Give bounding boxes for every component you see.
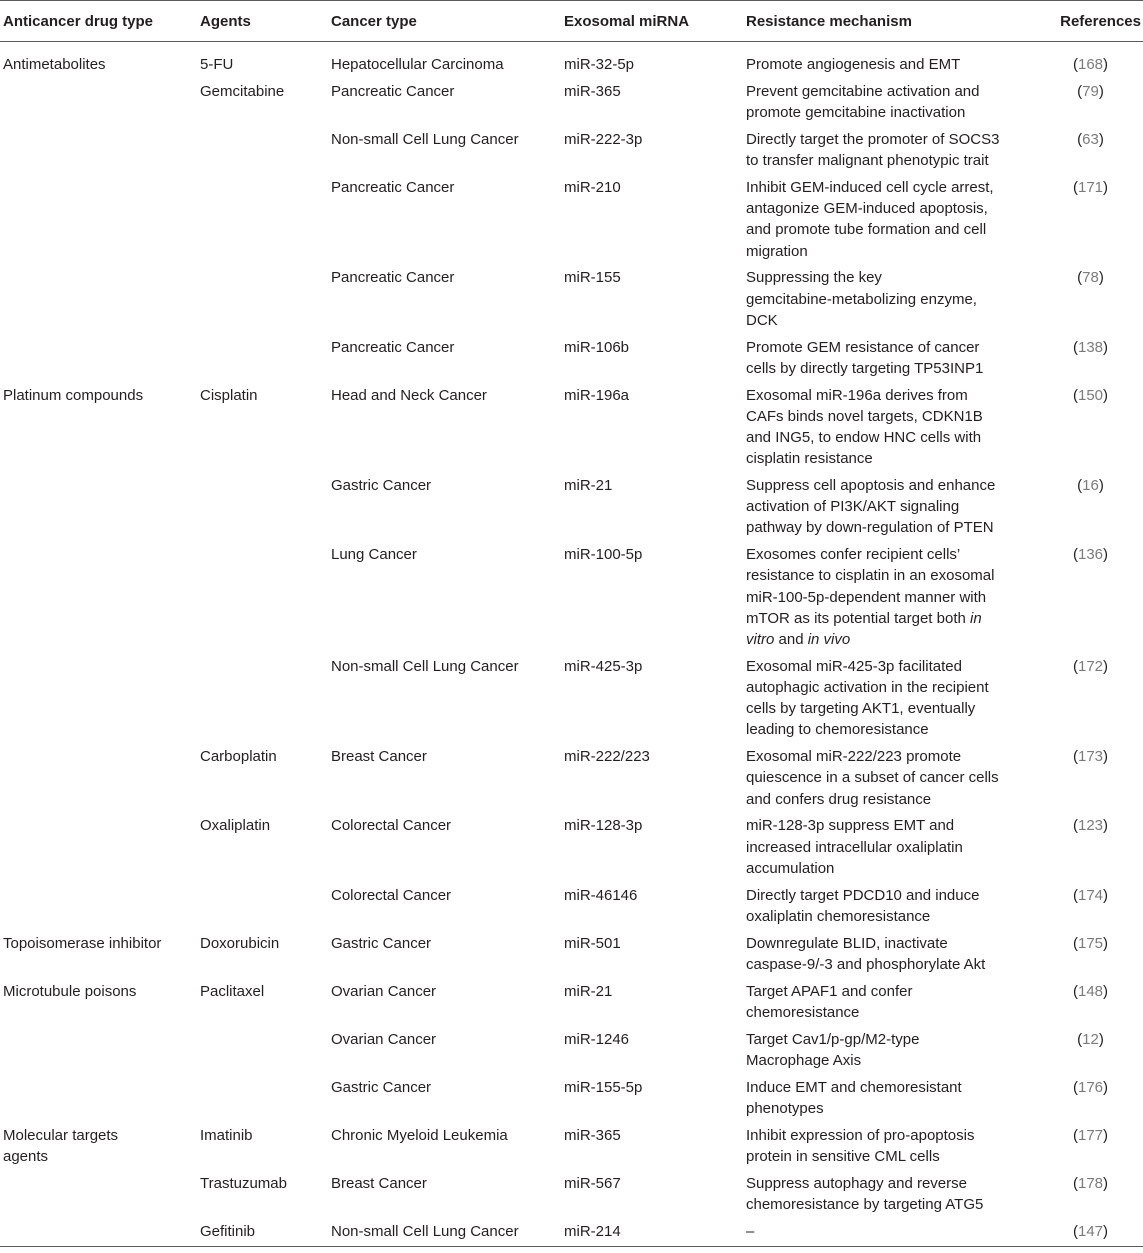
header-cancer-type: Cancer type <box>331 1 564 42</box>
mirna-cell: miR-425-3p <box>564 657 643 675</box>
reference-open-paren: ( <box>1072 657 1078 675</box>
mechanism-line: migration <box>746 242 808 260</box>
reference-link[interactable]: 173 <box>1077 748 1104 766</box>
table-row <box>0 81 1143 129</box>
drug-type-cell <box>0 385 200 475</box>
table-row <box>0 656 1143 746</box>
mirna-cell: miR-155 <box>564 269 621 287</box>
reference-cell <box>1038 885 1143 933</box>
reference-open-paren: ( <box>1072 1222 1078 1240</box>
agent-cell <box>200 177 331 267</box>
cancer-type-cell: Non-small Cell Lung Cancer <box>331 1221 564 1247</box>
mirna-cell: miR-1246 <box>564 1030 630 1048</box>
drug-type-line: Microtubule poisons <box>3 982 137 1000</box>
reference-open-paren: ( <box>1072 179 1078 196</box>
mechanism-line: increased intracellular oxaliplatin <box>746 838 963 856</box>
mechanism-line: Suppress autophagy and reverse <box>746 1174 967 1192</box>
reference-close-paren: ) <box>1103 1078 1109 1096</box>
header-resistance-mechanism: Resistance mechanism <box>746 1 1038 42</box>
header-references: References <box>1038 1 1143 42</box>
reference-cell <box>1038 475 1143 544</box>
drug-type-cell <box>0 337 200 385</box>
reference-close-paren: ) <box>1103 179 1109 196</box>
reference-open-paren: ( <box>1072 934 1078 952</box>
reference-open-paren: ( <box>1072 1078 1078 1096</box>
table-row <box>0 746 1143 815</box>
table-row <box>0 1221 1143 1247</box>
table-row <box>0 544 1143 656</box>
reference-close-paren: ) <box>1103 386 1109 404</box>
reference-link[interactable]: 63 <box>1082 131 1099 148</box>
reference-cell <box>1038 1077 1143 1125</box>
drug-type-cell <box>0 1029 200 1077</box>
mechanism-cell <box>746 933 1038 981</box>
mechanism-line: Inhibit GEM-induced cell cycle arrest, <box>746 179 994 196</box>
reference-link[interactable]: 78 <box>1082 269 1099 287</box>
mechanism-line: Exosomal miR-222/223 promote <box>746 748 962 766</box>
reference-cell <box>1038 337 1143 385</box>
mechanism-line: Promote angiogenesis and EMT <box>746 56 961 74</box>
reference-close-paren: ) <box>1103 817 1109 835</box>
reference-link[interactable]: 147 <box>1077 1222 1104 1240</box>
mechanism-line: quiescence in a subset of cancer cells <box>746 769 999 787</box>
mechanism-line: autophagic activation in the recipient <box>746 679 989 697</box>
mechanism-line: Macrophage Axis <box>746 1051 862 1069</box>
drug-type-line: agents <box>3 1147 49 1165</box>
reference-open-paren: ( <box>1072 982 1078 1000</box>
reference-link[interactable]: 176 <box>1077 1078 1104 1096</box>
mirna-cell: miR-196a <box>564 386 630 404</box>
reference-cell <box>1038 656 1143 746</box>
mirna-cell: miR-214 <box>564 1221 746 1247</box>
mechanism-line: activation of PI3K/AKT signaling <box>746 498 960 516</box>
mirna-cell: miR-222-3p <box>564 131 643 148</box>
reference-link[interactable]: 177 <box>1077 1126 1104 1144</box>
reference-cell <box>1038 1125 1143 1173</box>
drug-type-cell <box>0 42 200 81</box>
mechanism-cell <box>746 385 1038 475</box>
cancer-type-cell: Colorectal Cancer <box>331 817 452 835</box>
mechanism-cell <box>746 1221 1038 1247</box>
table-row <box>0 981 1143 1029</box>
drug-type-cell <box>0 1173 200 1221</box>
cancer-type-cell: Non-small Cell Lung Cancer <box>331 131 519 148</box>
reference-cell <box>1038 129 1143 177</box>
mirna-cell: miR-501 <box>564 934 621 952</box>
reference-link[interactable]: 168 <box>1077 56 1104 74</box>
table-row <box>0 129 1143 177</box>
reference-open-paren: ( <box>1072 748 1078 766</box>
reference-close-paren: ) <box>1098 269 1104 287</box>
mechanism-line: pathway by down-regulation of PTEN <box>746 519 994 537</box>
reference-cell <box>1038 1221 1143 1247</box>
drug-type-line: Platinum compounds <box>3 386 144 404</box>
drug-type-line: Antimetabolites <box>3 56 106 74</box>
mechanism-line: Inhibit expression of pro-apoptosis <box>746 1126 975 1144</box>
table-row <box>0 1173 1143 1221</box>
drug-type-cell <box>0 656 200 746</box>
agent-cell: Doxorubicin <box>200 934 280 952</box>
agent-cell <box>200 885 331 933</box>
mechanism-line: resistance to cisplatin in an exosomal <box>746 567 995 585</box>
reference-cell <box>1038 815 1143 884</box>
agent-cell <box>200 1029 331 1077</box>
mechanism-line: miR-128-3p suppress EMT and <box>746 817 955 835</box>
table-row <box>0 1077 1143 1125</box>
mechanism-line: and ING5, to endow HNC cells with <box>746 429 982 447</box>
mechanism-cell <box>746 337 1038 385</box>
mirna-cell: miR-222/223 <box>564 748 650 766</box>
drug-type-cell <box>0 475 200 544</box>
reference-close-paren: ) <box>1103 657 1109 675</box>
drug-type-cell <box>0 746 200 815</box>
reference-cell <box>1038 544 1143 656</box>
reference-cell <box>1038 746 1143 815</box>
mechanism-cell <box>746 885 1038 933</box>
reference-close-paren: ) <box>1103 748 1109 766</box>
agent-cell: Paclitaxel <box>200 982 265 1000</box>
reference-link[interactable]: 138 <box>1077 338 1104 356</box>
mechanism-cell <box>746 1125 1038 1173</box>
reference-open-paren: ( <box>1077 477 1083 495</box>
reference-close-paren: ) <box>1098 131 1104 148</box>
header-exosomal-mirna: Exosomal miRNA <box>564 1 746 42</box>
reference-cell <box>1038 267 1143 336</box>
agent-cell: 5-FU <box>200 56 234 74</box>
cancer-type-cell: Head and Neck Cancer <box>331 386 487 404</box>
mirna-cell: miR-46146 <box>564 886 638 904</box>
cancer-type-cell: Pancreatic Cancer <box>331 338 455 356</box>
agent-cell: Trastuzumab <box>200 1174 287 1192</box>
mechanism-line: cells by directly targeting TP53INP1 <box>746 359 984 377</box>
drug-type-cell <box>0 933 200 981</box>
reference-cell <box>1038 1173 1143 1221</box>
table-body <box>0 42 1143 1247</box>
reference-link[interactable]: 174 <box>1077 886 1104 904</box>
mechanism-line: accumulation <box>746 859 835 877</box>
mechanism-line: Prevent gemcitabine activation and <box>746 83 980 100</box>
reference-close-paren: ) <box>1103 982 1109 1000</box>
agent-cell <box>200 656 331 746</box>
mechanism-cell <box>746 981 1038 1029</box>
reference-close-paren: ) <box>1103 338 1109 356</box>
mechanism-cell <box>746 815 1038 884</box>
reference-link[interactable]: 16 <box>1082 477 1099 495</box>
cancer-type-cell: Gastric Cancer <box>331 1078 432 1096</box>
reference-open-paren: ( <box>1077 1030 1083 1048</box>
mirna-cell: miR-21 <box>564 982 613 1000</box>
mechanism-line: Directly target the promoter of SOCS3 <box>746 131 1000 148</box>
agent-cell: Gefitinib <box>200 1221 331 1247</box>
mirna-cell: miR-567 <box>564 1174 621 1192</box>
mechanism-line: Target Cav1/p-gp/M2-type <box>746 1030 920 1048</box>
mirna-cell: miR-32-5p <box>564 56 635 74</box>
header-row <box>0 1 1143 42</box>
reference-open-paren: ( <box>1077 269 1083 287</box>
mechanism-cell <box>746 42 1038 81</box>
drug-type-cell <box>0 1221 200 1247</box>
table-row <box>0 267 1143 336</box>
mechanism-line: CAFs binds novel targets, CDKN1B <box>746 407 983 425</box>
table-row <box>0 42 1143 81</box>
reference-cell <box>1038 385 1143 475</box>
cancer-type-cell: Gastric Cancer <box>331 934 432 952</box>
header-drug-type: Anticancer drug type <box>0 1 200 42</box>
mechanism-line: antagonize GEM-induced apoptosis, <box>746 200 988 218</box>
mirna-cell: miR-210 <box>564 179 621 196</box>
agent-cell <box>200 544 331 656</box>
mechanism-line: and confers drug resistance <box>746 790 932 808</box>
mechanism-cell <box>746 81 1038 129</box>
reference-link[interactable]: 12 <box>1082 1030 1099 1048</box>
reference-link[interactable]: 171 <box>1077 179 1104 196</box>
reference-link[interactable]: 150 <box>1077 386 1104 404</box>
cancer-type-cell: Breast Cancer <box>331 748 427 766</box>
mirna-cell: miR-155-5p <box>564 1078 643 1096</box>
mirna-cell: miR-128-3p <box>564 817 643 835</box>
drug-type-cell <box>0 81 200 129</box>
mechanism-line: Induce EMT and chemoresistant <box>746 1078 962 1096</box>
reference-link[interactable]: 172 <box>1077 657 1104 675</box>
reference-link[interactable]: 123 <box>1077 817 1104 835</box>
cancer-type-cell: Ovarian Cancer <box>331 982 437 1000</box>
reference-link[interactable]: 148 <box>1077 982 1104 1000</box>
reference-link[interactable]: 175 <box>1077 934 1104 952</box>
mechanism-line: and promote tube formation and cell <box>746 221 987 239</box>
drug-type-cell <box>0 544 200 656</box>
mechanism-line: Exosomal miR-425-3p facilitated <box>746 657 962 675</box>
agent-cell: Imatinib <box>200 1126 253 1144</box>
mechanism-line: vitro and in vivo <box>746 631 851 649</box>
cancer-type-cell: Lung Cancer <box>331 546 417 564</box>
reference-open-paren: ( <box>1072 1174 1078 1192</box>
mechanism-cell <box>746 1173 1038 1221</box>
mechanism-line: gemcitabine-metabolizing enzyme, <box>746 290 977 308</box>
mechanism-line: Exosomal miR-196a derives from <box>746 386 968 404</box>
mechanism-line: cisplatin resistance <box>746 450 873 468</box>
mechanism-cell <box>746 544 1038 656</box>
reference-open-paren: ( <box>1077 131 1083 148</box>
mirna-cell: miR-106b <box>564 338 630 356</box>
reference-close-paren: ) <box>1103 1126 1109 1144</box>
reference-open-paren: ( <box>1072 886 1078 904</box>
mechanism-line: promote gemcitabine inactivation <box>746 104 966 122</box>
reference-close-paren: ) <box>1098 83 1104 100</box>
agent-cell: Carboplatin <box>200 748 277 766</box>
cancer-type-cell: Colorectal Cancer <box>331 886 452 904</box>
mechanism-line: chemoresistance by targeting ATG5 <box>746 1195 984 1213</box>
cancer-type-cell: Pancreatic Cancer <box>331 179 455 196</box>
reference-open-paren: ( <box>1072 817 1078 835</box>
cancer-type-cell: Gastric Cancer <box>331 477 432 495</box>
drug-type-cell <box>0 1125 200 1173</box>
agent-cell: Gemcitabine <box>200 83 285 100</box>
drug-type-cell <box>0 815 200 884</box>
mechanism-line: chemoresistance <box>746 1003 860 1021</box>
drug-type-cell <box>0 981 200 1029</box>
mirna-cell: miR-100-5p <box>564 546 643 564</box>
mechanism-line: to transfer malignant phenotypic trait <box>746 152 989 170</box>
agent-cell: Oxaliplatin <box>200 817 271 835</box>
reference-close-paren: ) <box>1103 1174 1109 1192</box>
reference-cell <box>1038 981 1143 1029</box>
mechanism-line: caspase-9/-3 and phosphorylate Akt <box>746 955 986 973</box>
reference-link[interactable]: 136 <box>1077 546 1104 564</box>
drug-type-cell <box>0 267 200 336</box>
mechanism-line: DCK <box>746 311 778 329</box>
reference-open-paren: ( <box>1072 546 1078 564</box>
mirna-cell: miR-365 <box>564 83 621 100</box>
reference-open-paren: ( <box>1077 83 1083 100</box>
mechanism-line: cells by targeting AKT1, eventually <box>746 700 976 718</box>
reference-cell <box>1038 1029 1143 1077</box>
cancer-type-cell: Non-small Cell Lung Cancer <box>331 657 519 675</box>
reference-cell <box>1038 42 1143 81</box>
mechanism-line: protein in sensitive CML cells <box>746 1147 940 1165</box>
reference-cell <box>1038 81 1143 129</box>
reference-link[interactable]: 178 <box>1077 1174 1104 1192</box>
table-row <box>0 337 1143 385</box>
mechanism-line: Suppressing the key <box>746 269 882 287</box>
mechanism-cell <box>746 129 1038 177</box>
reference-open-paren: ( <box>1072 386 1078 404</box>
reference-open-paren: ( <box>1072 56 1078 74</box>
reference-link[interactable]: 79 <box>1082 83 1099 100</box>
reference-close-paren: ) <box>1103 546 1109 564</box>
reference-close-paren: ) <box>1103 1222 1109 1240</box>
reference-open-paren: ( <box>1072 338 1078 356</box>
mechanism-line: miR-100-5p-dependent manner with <box>746 588 987 606</box>
table-row <box>0 815 1143 884</box>
mechanism-line: Target APAF1 and confer <box>746 982 913 1000</box>
table-row <box>0 1125 1143 1173</box>
drug-type-line: Topoisomerase inhibitor <box>3 934 162 952</box>
mechanism-line: Exosomes confer recipient cells’ <box>746 546 961 564</box>
mechanism-line: mTOR as its potential target both in <box>746 609 982 627</box>
reference-open-paren: ( <box>1072 1126 1078 1144</box>
agent-cell <box>200 267 331 336</box>
table-row <box>0 385 1143 475</box>
reference-close-paren: ) <box>1098 1030 1104 1048</box>
reference-close-paren: ) <box>1103 886 1109 904</box>
cancer-type-cell: Pancreatic Cancer <box>331 83 455 100</box>
mechanism-cell <box>746 267 1038 336</box>
agent-cell <box>200 337 331 385</box>
mechanism-cell <box>746 1077 1038 1125</box>
mechanism-line: phenotypes <box>746 1099 824 1117</box>
table-row <box>0 933 1143 981</box>
mechanism-cell <box>746 746 1038 815</box>
mechanism-line: Suppress cell apoptosis and enhance <box>746 477 996 495</box>
drug-type-cell <box>0 1077 200 1125</box>
mechanism-cell <box>746 177 1038 267</box>
agent-cell <box>200 1077 331 1125</box>
drug-type-cell <box>0 177 200 267</box>
table-row <box>0 1029 1143 1077</box>
mechanism-line: Promote GEM resistance of cancer <box>746 338 980 356</box>
reference-close-paren: ) <box>1098 477 1104 495</box>
mirna-cell: miR-365 <box>564 1126 621 1144</box>
mechanism-cell <box>746 1029 1038 1077</box>
drug-type-cell <box>0 129 200 177</box>
drug-type-line: Molecular targets <box>3 1126 119 1144</box>
table-row <box>0 885 1143 933</box>
table-row <box>0 475 1143 544</box>
cancer-type-cell: Breast Cancer <box>331 1174 427 1192</box>
header-agents: Agents <box>200 1 331 42</box>
cancer-type-cell: Hepatocellular Carcinoma <box>331 56 504 74</box>
reference-cell <box>1038 933 1143 981</box>
cancer-type-cell: Chronic Myeloid Leukemia <box>331 1126 508 1144</box>
agent-cell <box>200 129 331 177</box>
mechanism-cell <box>746 656 1038 746</box>
table-row <box>0 177 1143 267</box>
mechanism-line: – <box>746 1222 755 1240</box>
cancer-type-cell: Ovarian Cancer <box>331 1030 437 1048</box>
drug-type-cell <box>0 885 200 933</box>
reference-cell <box>1038 177 1143 267</box>
agent-cell: Cisplatin <box>200 386 258 404</box>
cancer-type-cell: Pancreatic Cancer <box>331 269 455 287</box>
mechanism-line: Directly target PDCD10 and induce <box>746 886 980 904</box>
agent-cell <box>200 475 331 544</box>
reference-close-paren: ) <box>1103 56 1109 74</box>
mechanism-cell <box>746 475 1038 544</box>
reference-close-paren: ) <box>1103 934 1109 952</box>
mechanism-line: Downregulate BLID, inactivate <box>746 934 948 952</box>
mechanism-line: leading to chemoresistance <box>746 721 929 739</box>
mirna-cell: miR-21 <box>564 477 613 495</box>
mechanism-line: oxaliplatin chemoresistance <box>746 907 931 925</box>
